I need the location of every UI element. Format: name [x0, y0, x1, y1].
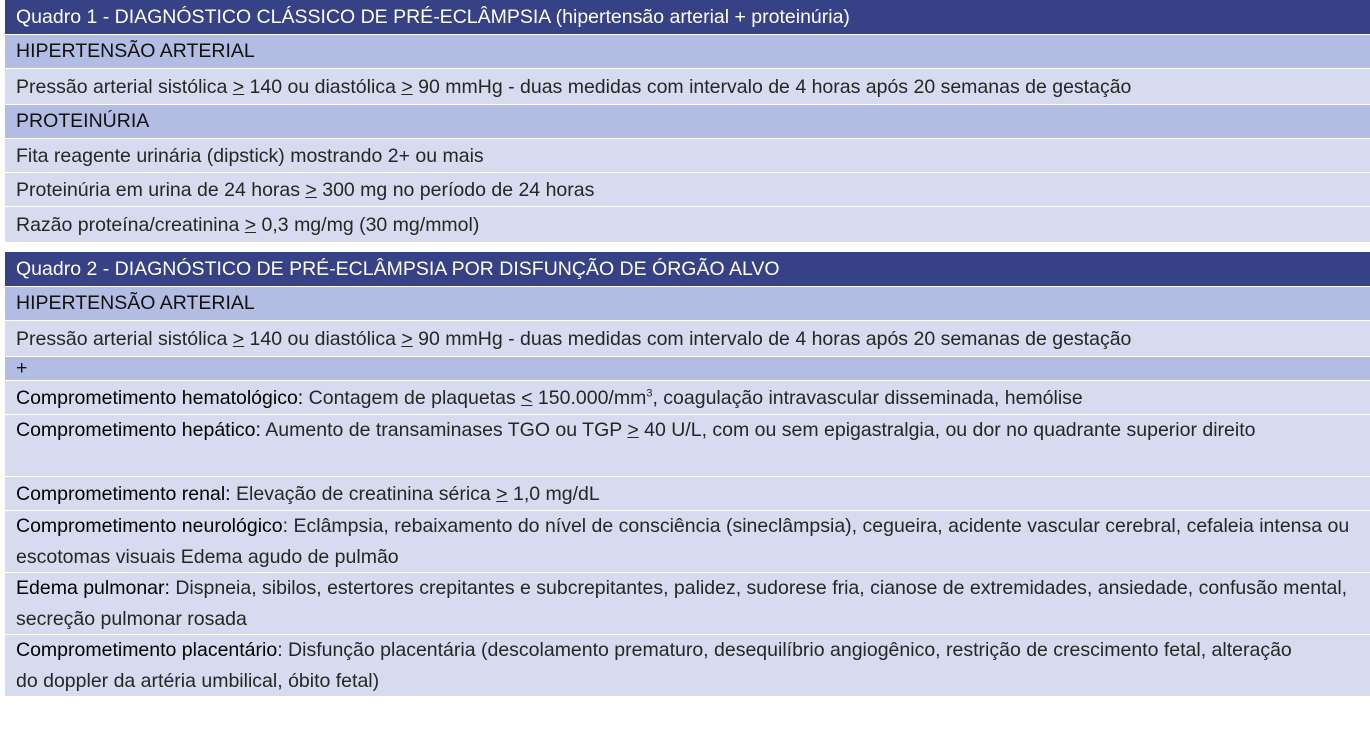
ge-symbol: >: [232, 328, 245, 350]
text: Pressão arterial sistólica: [16, 76, 233, 98]
criterion-label: Comprometimento hematológico:: [16, 387, 304, 409]
ge-symbol: >: [627, 419, 639, 441]
quadro-1-fita-reagente: Fita reagente urinária (dipstick) mostrando 2+ ou mais: [5, 138, 1370, 172]
text: 1,0 mg/dL: [507, 483, 600, 505]
criterion-label: Edema pulmonar:: [16, 577, 170, 599]
text: 150.000/mm: [532, 387, 647, 409]
text: Contagem de plaquetas: [303, 387, 522, 409]
quadro-2-placentario: [5, 634, 1370, 696]
text: 90 mmHg - duas medidas com intervalo de 4 horas após 20 semanas de gestação: [412, 328, 1132, 350]
text: Aumento de transaminases TGO ou TGP: [260, 419, 628, 441]
text: : Eclâmpsia, rebaixamento do nível de consciência (sineclâmpsia), cegueira, acidente vascular cerebral, cefaleia intensa ou escotomas visuais Edema agudo de pulmão: [16, 515, 1350, 568]
text: : Disfunção placentária (descolamento prematuro, desequilíbrio angiogênico, restrição de crescimento fetal, alteração do doppler da artéria umbilical, óbito fetal): [16, 639, 1292, 692]
quadro-1-hipertensao-header: HIPERTENSÃO ARTERIAL: [5, 34, 1370, 68]
text: 140 ou diastólica: [244, 76, 402, 98]
criterion-label: Comprometimento neurológico: [16, 515, 283, 537]
ge-symbol: >: [401, 76, 413, 98]
criterion-label: Comprometimento hepático:: [16, 419, 261, 441]
ge-symbol: >: [305, 179, 317, 201]
quadro-2-hepatico: [5, 414, 1370, 476]
quadro-2-table: [5, 252, 1370, 696]
quadro-1-pressao-arterial: [5, 68, 1370, 104]
quadro-2-edema-pulmonar: [5, 572, 1370, 634]
text: Pressão arterial sistólica: [16, 328, 233, 350]
text: 40 U/L, com ou sem epigastralgia, ou dor no quadrante superior direito: [638, 419, 1256, 441]
ge-symbol: >: [496, 483, 508, 505]
ge-symbol: >: [232, 76, 245, 98]
text: 0,3 mg/mg (30 mg/mmol): [256, 214, 480, 236]
text: 90 mmHg - duas medidas com intervalo de 4 horas após 20 semanas de gestação: [412, 76, 1132, 98]
quadro-1-table: [5, 0, 1370, 242]
criterion-label: Comprometimento renal:: [16, 483, 231, 505]
quadro-2-neurologico: [5, 510, 1370, 572]
quadro-2-renal: [5, 476, 1370, 510]
text: Elevação de creatinina sérica: [230, 483, 497, 505]
text: 300 mg no período de 24 horas: [316, 179, 595, 201]
text: 140 ou diastólica: [244, 328, 402, 350]
quadro-2-plus-row: +: [5, 356, 1370, 380]
quadro-2-hematologico: [5, 380, 1370, 414]
le-symbol: <: [521, 387, 533, 409]
text: Razão proteína/creatinina: [16, 214, 245, 236]
quadro-1-title: Quadro 1 - DIAGNÓSTICO CLÁSSICO DE PRÉ-ECLÂMPSIA (hipertensão arterial + proteinúria): [5, 0, 1370, 34]
criterion-label: Comprometimento placentário: [16, 639, 278, 661]
quadro-2-pressao-arterial: [5, 320, 1370, 356]
quadro-1-razao-proteina-creatinina: [5, 206, 1370, 242]
ge-symbol: >: [401, 328, 413, 350]
quadro-1-urina-24h: [5, 172, 1370, 206]
quadro-2-title: Quadro 2 - DIAGNÓSTICO DE PRÉ-ECLÂMPSIA POR DISFUNÇÃO DE ÓRGÃO ALVO: [5, 252, 1370, 286]
superscript: 3: [646, 387, 653, 400]
text: Proteinúria em urina de 24 horas: [16, 179, 306, 201]
text: , coagulação intravascular disseminada, hemólise: [652, 387, 1083, 409]
quadro-2-hipertensao-header: HIPERTENSÃO ARTERIAL: [5, 286, 1370, 320]
quadro-1-proteinuria-header: PROTEINÚRIA: [5, 104, 1370, 138]
text: Dispneia, sibilos, estertores crepitantes e subcrepitantes, palidez, sudorese fria, cianose de extremidades, ansiedade, confusão mental, secreção pulmonar rosada: [16, 577, 1348, 630]
ge-symbol: >: [244, 214, 257, 236]
